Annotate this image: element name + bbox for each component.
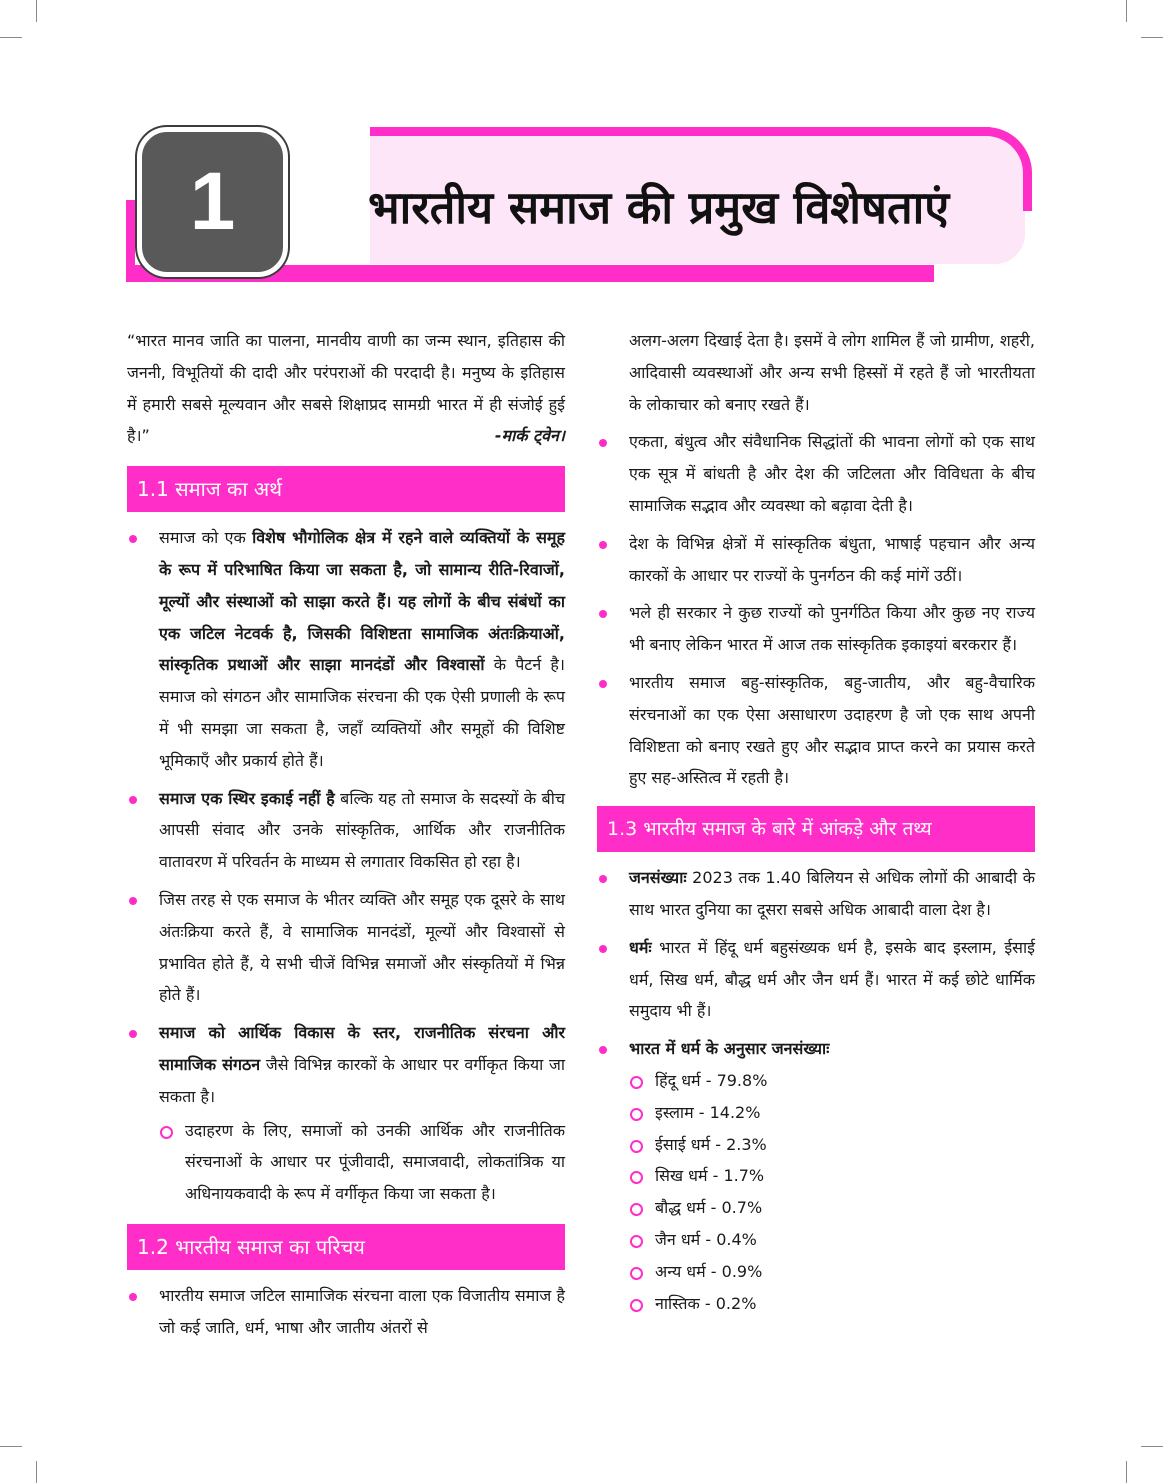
- item-text: जिस तरह से एक समाज के भीतर व्यक्ति और समूह एक दूसरे के साथ अंतःक्रिया करते हैं, वे सामाजिक मानदंडों, मूल्यों और विश्वासों से प्रभावित होते हैं, ये सभी चीजें विभिन्न समाजों और संस्कृतियों में भिन्न होते हैं।: [159, 889, 565, 1005]
- item-bold-text: विशेष भौगोलिक क्षेत्र में रहने वाले व्यक्तियों के समूह के रूप में परिभाषित किया जा सकता है, जो सामान्य रीति-रिवाजों, मूल्यों और संस्थाओं को साझा करते हैं। यह लोगों के बीच संबंधों का एक जटिल नेटवर्क है, जिसकी विशिष्टता सामाजिक अंतःक्रियाओं, सांस्कृतिक प्रथाओं और साझा मानदंडों और विश्वासों: [159, 528, 565, 675]
- list-item: [597, 528, 1035, 592]
- section-heading-1-2: 1.2 भारतीय समाज का परिचय: [127, 1224, 565, 1270]
- stat-text: बौद्ध धर्म - 0.7%: [655, 1198, 763, 1218]
- sub-bullet-icon: [630, 1140, 643, 1153]
- list-item: [127, 783, 565, 878]
- bullet-icon: [599, 541, 607, 549]
- opening-quote: [127, 325, 565, 452]
- stat-text: इस्लाम - 14.2%: [655, 1102, 761, 1122]
- religion-stat: [597, 1288, 1035, 1320]
- item-text: के पैटर्न है। समाज को संगठन और सामाजिक संरचना की एक ऐसी प्रणाली के रूप में भी समझा जा सकता है, जहाँ व्यक्तियों और समूहों की विशिष्ट भूमिकाएँ और प्रकार्य होते हैं।: [159, 655, 565, 770]
- list-item: [597, 862, 1035, 926]
- chapter-title: भारतीय समाज की प्रमुख विशेषताएं: [368, 181, 950, 234]
- right-column: [597, 325, 1035, 1319]
- item-text: बल्कि यह तो समाज के सदस्यों के बीच आपसी संवाद और उनके सांस्कृतिक, आर्थिक और राजनीतिक वातावरण में परिवर्तन के माध्यम से लगातार विकसित हो रहा है।: [159, 788, 565, 872]
- crop-mark: [1141, 1446, 1163, 1447]
- quote-author: -मार्क ट्वेन।: [494, 426, 565, 446]
- crop-mark: [1126, 0, 1127, 22]
- bullet-icon: [129, 796, 137, 804]
- crop-mark: [1126, 1461, 1127, 1483]
- list-item: [597, 597, 1035, 661]
- crop-mark: [0, 37, 22, 38]
- section-heading-1-1: 1.1 समाज का अर्थ: [127, 466, 565, 512]
- item-bold-text: जनसंख्याः: [629, 868, 687, 888]
- bullet-icon: [599, 945, 607, 953]
- item-text: जैसे विभिन्न कारकों के आधार पर वर्गीकृत किया जा सकता है।: [159, 1054, 565, 1106]
- left-column: [127, 325, 565, 1350]
- bullet-icon: [129, 1030, 137, 1038]
- crop-mark: [36, 1461, 37, 1483]
- crop-mark: [1141, 37, 1163, 38]
- list-item: [597, 426, 1035, 521]
- religion-stat: [597, 1097, 1035, 1129]
- item-text: एकता, बंधुत्व और संवैधानिक सिद्धांतों की भावना लोगों को एक साथ एक सूत्र में बांधती है और देश की जटिलता और विविधता के बीच सामाजिक सद्भाव और व्यवस्था को बढ़ावा देती है।: [629, 432, 1035, 515]
- sub-bullet-icon: [630, 1108, 643, 1121]
- item-text: उदाहरण के लिए, समाजों को उनकी आर्थिक और राजनीतिक संरचनाओं के आधार पर पूंजीवादी, समाजवादी, लोकतांत्रिक या अधिनायकवादी के रूप में वर्गीकृत किया जा सकता है।: [185, 1120, 565, 1204]
- item-bold-text: भारत में धर्म के अनुसार जनसंख्याः: [629, 1039, 830, 1059]
- sub-bullet-icon: [630, 1203, 643, 1216]
- religion-stat: [597, 1224, 1035, 1256]
- religion-stat: [597, 1129, 1035, 1161]
- list-item: [127, 1280, 565, 1344]
- sub-bullet-icon: [160, 1126, 173, 1139]
- bullet-icon: [599, 680, 607, 688]
- item-text: भारतीय समाज जटिल सामाजिक संरचना वाला एक विजातीय समाज है जो कई जाति, धर्म, भाषा और जातीय अंतरों से: [159, 1285, 565, 1337]
- bullet-icon: [129, 897, 137, 905]
- bullet-icon: [129, 1293, 137, 1301]
- list-item: [127, 1017, 565, 1112]
- sub-bullet-icon: [630, 1171, 643, 1184]
- list-item: [597, 1033, 1035, 1065]
- item-text: समाज को एक: [159, 528, 253, 548]
- religion-stat: [597, 1065, 1035, 1097]
- quote-text: “भारत मानव जाति का पालना, मानवीय वाणी का जन्म स्थान, इतिहास की जननी, विभूतियों की दादी और परंपराओं की परदादी है। मनुष्य के इतिहास में हमारी सबसे मूल्यवान और सबसे शिक्षाप्रद सामग्री भारत में ही संजोई हुई है।”: [127, 331, 565, 446]
- sub-bullet-icon: [630, 1235, 643, 1248]
- item-bold-text: समाज एक स्थिर इकाई नहीं है: [159, 788, 335, 808]
- list-item: [597, 667, 1035, 794]
- crop-mark: [0, 1446, 22, 1447]
- stat-text: सिख धर्म - 1.7%: [655, 1166, 765, 1186]
- item-bold-text: धर्मः: [629, 937, 652, 957]
- religion-stat: [597, 1256, 1035, 1288]
- stat-text: ईसाई धर्म - 2.3%: [655, 1134, 767, 1154]
- chapter-number: 1: [189, 156, 236, 247]
- item-text: भारत में हिंदू धर्म बहुसंख्यक धर्म है, इसके बाद इस्लाम, ईसाई धर्म, सिख धर्म, बौद्ध धर्म और जैन धर्म हैं। भारत में कई छोटे धार्मिक समुदाय भी हैं।: [629, 937, 1035, 1021]
- sub-bullet-icon: [630, 1299, 643, 1312]
- bullet-icon: [599, 439, 607, 447]
- item-bold-text: समाज को आर्थिक विकास के स्तर, राजनीतिक संरचना और सामाजिक संगठन: [159, 1023, 565, 1074]
- item-text: भारतीय समाज बहु-सांस्कृतिक, बहु-जातीय, और बहु-वैचारिक संरचनाओं का एक ऐसा असाधारण उदाहरण है जो एक साथ अपनी विशिष्टता को बनाए रखते हुए और सद्भाव प्राप्त करने का प्रयास करते हुए सह-अस्तित्व में रहती है।: [629, 672, 1035, 788]
- list-item: [127, 884, 565, 1011]
- stat-text: अन्य धर्म - 0.9%: [655, 1261, 763, 1281]
- bullet-icon: [599, 875, 607, 883]
- sub-bullet-icon: [630, 1076, 643, 1089]
- crop-mark: [36, 0, 37, 22]
- item-text: देश के विभिन्न क्षेत्रों में सांस्कृतिक बंधुता, भाषाई पहचान और अन्य कारकों के आधार पर राज्यों के पुनर्गठन की कई मांगें उठीं।: [629, 533, 1035, 585]
- list-item: [597, 932, 1035, 1027]
- item-text: भले ही सरकार ने कुछ राज्यों को पुनर्गठित किया और कुछ नए राज्य भी बनाए लेकिन भारत में आज तक सांस्कृतिक इकाइयां बरकरार हैं।: [629, 603, 1035, 655]
- stat-text: हिंदू धर्म - 79.8%: [655, 1070, 768, 1090]
- section-heading-1-3: 1.3 भारतीय समाज के बारे में आंकड़े और तथ्य: [597, 806, 1035, 852]
- sub-bullet-icon: [630, 1267, 643, 1280]
- religion-stat: [597, 1192, 1035, 1224]
- item-continuation: अलग-अलग दिखाई देता है। इसमें वे लोग शामिल हैं जो ग्रामीण, शहरी, आदिवासी व्यवस्थाओं और अन्य सभी हिस्सों में रहते हैं जो भारतीयता के लोकाचार को बनाए रखते हैं।: [629, 331, 1035, 414]
- sub-list-item: [127, 1115, 565, 1210]
- religion-stat: [597, 1160, 1035, 1192]
- chapter-number-box: [137, 127, 288, 277]
- list-item: [127, 522, 565, 776]
- item-text: 2023 तक 1.40 बिलियन से अधिक लोगों की आबादी के साथ भारत दुनिया का दूसरा सबसे अधिक आबादी वाला देश है।: [629, 868, 1035, 919]
- bullet-icon: [129, 535, 137, 543]
- bullet-icon: [599, 1046, 607, 1054]
- header-top-rule: [370, 127, 990, 136]
- stat-text: नास्तिक - 0.2%: [655, 1293, 757, 1313]
- bullet-icon: [599, 610, 607, 618]
- stat-text: जैन धर्म - 0.4%: [655, 1229, 757, 1249]
